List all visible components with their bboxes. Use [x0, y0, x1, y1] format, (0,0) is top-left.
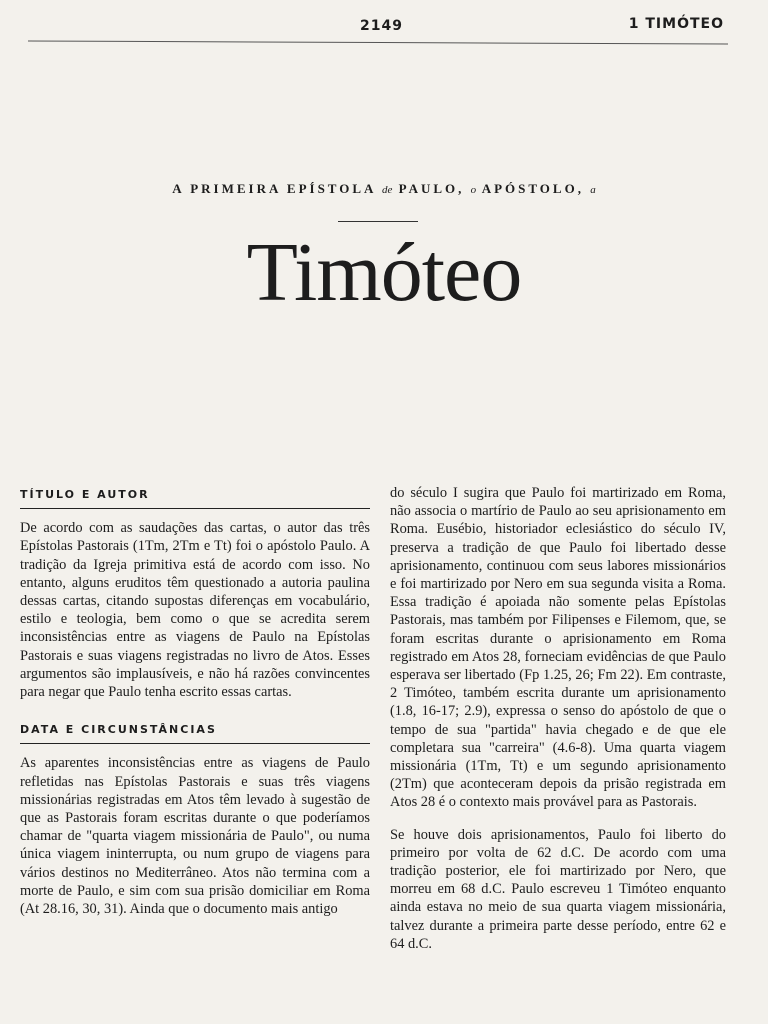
subtitle-part-2: PAULO,	[398, 181, 465, 196]
running-head-book-name: 1 TIMÓTEO	[628, 16, 724, 32]
subtitle-word-de: de	[381, 184, 393, 196]
right-paragraph-2: Se houve dois aprisionamentos, Paulo foi liberto do primeiro por volta de 62 d.C. De acordo com uma tradição posterior, ele foi martirizado por Nero, que morreu em 68 d.C. Paulo escreveu 1 Timóteo enquanto ainda estava no meio de sua quarta viagem missionária, talvez durante a primeira parte desse período, entre 62 e 64 d.C.	[390, 826, 726, 952]
right-column	[390, 484, 726, 953]
book-title: Timóteo	[246, 226, 522, 319]
section-heading-date-circumstances: DATA E CIRCUNSTÂNCIAS	[20, 721, 370, 744]
title-author-paragraph: De acordo com as saudações das cartas, o autor das três Epístolas Pastorais (1Tm, 2Tm e Tt) foi o apóstolo Paulo. A tradição da Igreja primitiva está de acordo com isso. No entanto, alguns eruditos têm questionado a autoria paulina dessas cartas, citando supostas diferenças em vocabulário, estilo e teologia, bem como o que se acredita serem inconsistências entre as viagens de Paulo na Epístolas Pastorais e suas viagens registradas no livro de Atos. Esses argumentos são implausíveis, e não há razões convincentes para negar que Paulo tenha escrito essas cartas.	[20, 520, 370, 701]
date-circumstances-paragraph: As aparentes inconsistências entre as viagens de Paulo refletidas nas Epístolas Pastorais e suas três viagens missionárias registradas em Atos têm levado à sugestão de que as Pastorais foram escritas durante o que poderíamos chamar de "quarta viagem missionária de Paulo", ou numa única viagem ininterrupta, ou num grupo de viagens para vários destinos no Mediterrâneo. Atos não termina com a morte de Paulo, e sim com sua prisão domiciliar em Roma (At 28.16, 30, 31). Ainda que o documento mais antigo	[20, 755, 370, 918]
right-paragraph-1: do século I sugira que Paulo foi martirizado em Roma, não associa o martírio de Paulo ao seu aprisionamento em Roma. Eusébio, historiador eclesiástico do século IV, preserva a tradição de que Paulo foi libertado desse aprisionamento, continuou com seus labores missionários e foi martirizado por Nero em sua segunda visita a Roma. Essa tradição é apoiada não somente pelas Epístolas Pastorais, mas também por Filipenses e Filemom, que, se foram escritas durante o aprisionamento em Roma registrado em Atos 28, forneciam evidências de que Paulo esperava ser libertado (Fp 1.25, 26; Fm 22). Em contraste, 2 Timóteo, também escrita durante um aprisionamento (1.8, 16-17; 2.9), expressa o senso do apóstolo de que o tempo de sua "partida" havia chegado e de que ele completara sua "carreira" (4.6-8). Uma quarta viagem missionária (1Tm, Tt) e um segundo aprisionamento (2Tm) que aconteceram depois da prisão registrada em Atos 28 é o contexto mais provável para as Pastorais.	[390, 485, 726, 811]
subtitle-part-1: A PRIMEIRA EPÍSTOLA	[172, 181, 376, 196]
header-rule	[28, 40, 728, 44]
subtitle-part-3: APÓSTOLO,	[481, 181, 584, 196]
page-header	[0, 0, 768, 48]
page-number: 2149	[360, 18, 403, 34]
subtitle-word-a: a	[590, 184, 596, 196]
title-divider	[338, 221, 418, 222]
section-heading-title-author: TÍTULO E AUTOR	[20, 486, 370, 509]
subtitle-word-o: o	[470, 184, 477, 196]
left-column	[20, 484, 370, 918]
epistle-subtitle	[0, 181, 768, 197]
